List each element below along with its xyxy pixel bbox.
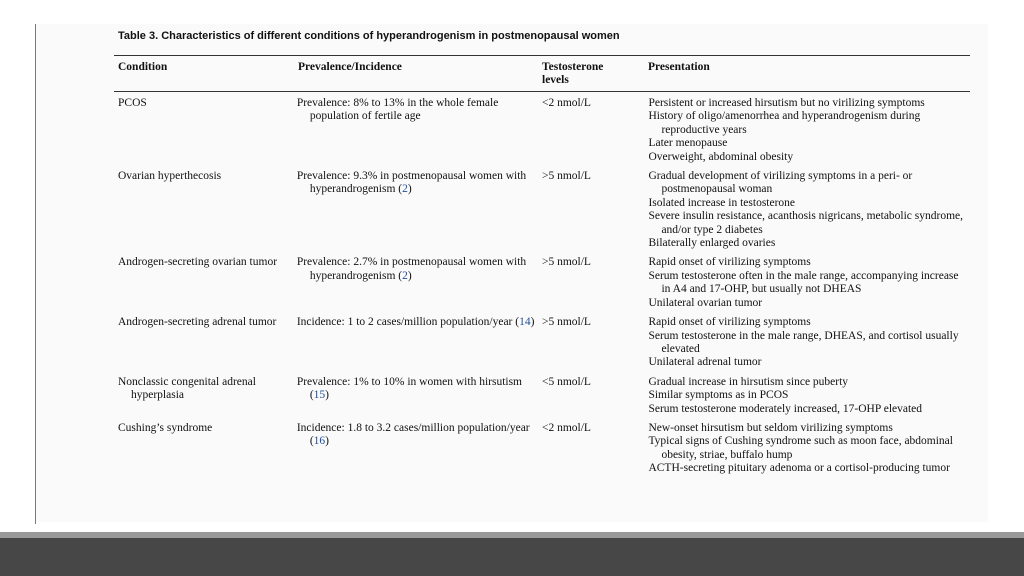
header-prevalence: Prevalence/Incidence — [298, 61, 402, 73]
prevalence-text — [297, 97, 538, 124]
testosterone-cell: <2 nmol/L — [541, 421, 591, 434]
condition-name: PCOS — [118, 97, 147, 109]
condition-name: Ovarian hyperthecosis — [118, 170, 222, 183]
presentation-item: Typical signs of Cushing syndrome such as moon face, abdominal obesity, striae, buffalo hump — [648, 435, 953, 461]
condition-name: Cushing’s syndrome — [118, 421, 213, 434]
prevalence-suffix: ) — [530, 316, 535, 329]
prevalence-cell — [293, 316, 538, 376]
presentation-cell — [644, 316, 970, 376]
presentation-item: Serum testosterone often in the male range, accompanying increase in A4 and 17-OHP, but usually not DHEAS — [648, 269, 959, 296]
testosterone-cell: <2 nmol/L — [541, 97, 591, 109]
condition-name: Nonclassic congenital adrenal hyperplasia — [118, 375, 256, 402]
presentation-item: Unilateral adrenal tumor — [648, 356, 762, 369]
presentation-item: Severe insulin resistance, acanthosis nigricans, metabolic syndrome, and/or type 2 diabetes — [648, 210, 964, 236]
reference-link[interactable]: 16 — [313, 435, 326, 448]
presentation-item: Isolated increase in testosterone — [648, 196, 796, 209]
testosterone-cell: <5 nmol/L — [541, 375, 591, 388]
presentation-item: Bilaterally enlarged ovaries — [648, 237, 776, 250]
testosterone-cell: >5 nmol/L — [541, 256, 591, 269]
reference-link[interactable]: 2 — [402, 269, 408, 282]
table-row — [114, 316, 970, 376]
prevalence-suffix: ) — [407, 269, 412, 282]
reference-link[interactable]: 2 — [402, 183, 408, 196]
prevalence-suffix: ) — [325, 435, 330, 448]
prevalence-main: Prevalence: 8% to 13% in the whole female population of fertile age — [296, 97, 499, 123]
condition-cell — [114, 170, 293, 256]
header-condition: Condition — [118, 61, 168, 73]
table-row — [114, 256, 970, 316]
prevalence-suffix: ) — [325, 389, 330, 402]
prevalence-main: Prevalence: 1% to 10% in women with hirsutism ( — [296, 375, 522, 402]
prevalence-main: Prevalence: 2.7% in postmenopausal women with hyperandrogenism ( — [296, 256, 527, 282]
header-bottom-rule — [114, 91, 970, 92]
prevalence-cell — [293, 256, 538, 316]
prevalence-text — [297, 376, 538, 403]
prevalence-main: Incidence: 1 to 2 cases/million population/year ( — [296, 316, 520, 329]
condition-name: Androgen-secreting ovarian tumor — [118, 256, 278, 269]
prevalence-cell — [293, 170, 538, 256]
presentation-item: ACTH-secreting pituitary adenoma or a cortisol-producing tumor — [648, 462, 950, 475]
table-body — [114, 97, 970, 482]
condition-cell — [114, 256, 293, 316]
table-row — [114, 170, 970, 256]
condition-cell — [114, 422, 293, 482]
presentation-item: History of oligo/amenorrhea and hyperandrogenism during reproductive years — [648, 110, 921, 136]
header-testosterone-line1: Testosterone — [542, 61, 604, 73]
footer-bar — [0, 538, 1024, 576]
presentation-item: New-onset hirsutism but seldom virilizing symptoms — [648, 421, 893, 434]
condition-cell — [114, 376, 293, 422]
presentation-cell — [644, 422, 970, 482]
presentation-item: Gradual increase in hirsutism since puberty — [648, 375, 849, 388]
prevalence-cell — [293, 376, 538, 422]
prevalence-cell — [293, 422, 538, 482]
presentation-item: Later menopause — [648, 137, 728, 150]
table-title: Table 3. Characteristics of different conditions of hyperandrogenism in postmenopausal women — [118, 30, 620, 42]
header-presentation: Presentation — [648, 61, 710, 73]
presentation-item: Overweight, abdominal obesity — [648, 150, 794, 163]
header-testosterone-line2: levels — [542, 74, 569, 86]
prevalence-main: Incidence: 1.8 to 3.2 cases/million population/year ( — [296, 421, 530, 448]
table-row — [114, 97, 970, 170]
header-testosterone — [542, 61, 603, 87]
header-top-rule — [114, 55, 970, 56]
presentation-item: Serum testosterone moderately increased, 17-OHP elevated — [648, 402, 923, 415]
prevalence-text — [297, 422, 538, 449]
prevalence-text — [297, 170, 538, 197]
presentation-item: Rapid onset of virilizing symptoms — [648, 256, 811, 269]
reference-link[interactable]: 15 — [313, 389, 326, 402]
prevalence-main: Prevalence: 9.3% in postmenopausal women with hyperandrogenism ( — [296, 170, 527, 196]
presentation-cell — [644, 97, 970, 170]
prevalence-cell — [293, 97, 538, 170]
presentation-item: Rapid onset of virilizing symptoms — [648, 316, 811, 329]
reference-link[interactable]: 14 — [519, 316, 531, 329]
presentation-item: Unilateral ovarian tumor — [648, 296, 763, 309]
presentation-cell — [644, 256, 970, 316]
condition-cell — [114, 97, 293, 170]
presentation-item: Serum testosterone in the male range, DHEAS, and cortisol usually elevated — [648, 329, 959, 355]
presentation-cell — [644, 170, 970, 256]
table-row — [114, 376, 970, 422]
table-row — [114, 422, 970, 482]
conditions-table — [114, 97, 970, 482]
prevalence-suffix: ) — [407, 183, 412, 196]
condition-cell — [114, 316, 293, 376]
prevalence-text — [297, 256, 538, 283]
condition-name: Androgen-secreting adrenal tumor — [118, 316, 277, 329]
page-edge-line — [35, 24, 36, 524]
presentation-cell — [644, 376, 970, 422]
presentation-item: Persistent or increased hirsutism but no virilizing symptoms — [648, 97, 925, 109]
presentation-item: Gradual development of virilizing symptoms in a peri- or postmenopausal woman — [648, 170, 913, 196]
testosterone-cell: >5 nmol/L — [541, 316, 591, 329]
testosterone-cell: >5 nmol/L — [541, 170, 591, 183]
presentation-item: Similar symptoms as in PCOS — [648, 389, 789, 402]
prevalence-text — [297, 316, 538, 329]
